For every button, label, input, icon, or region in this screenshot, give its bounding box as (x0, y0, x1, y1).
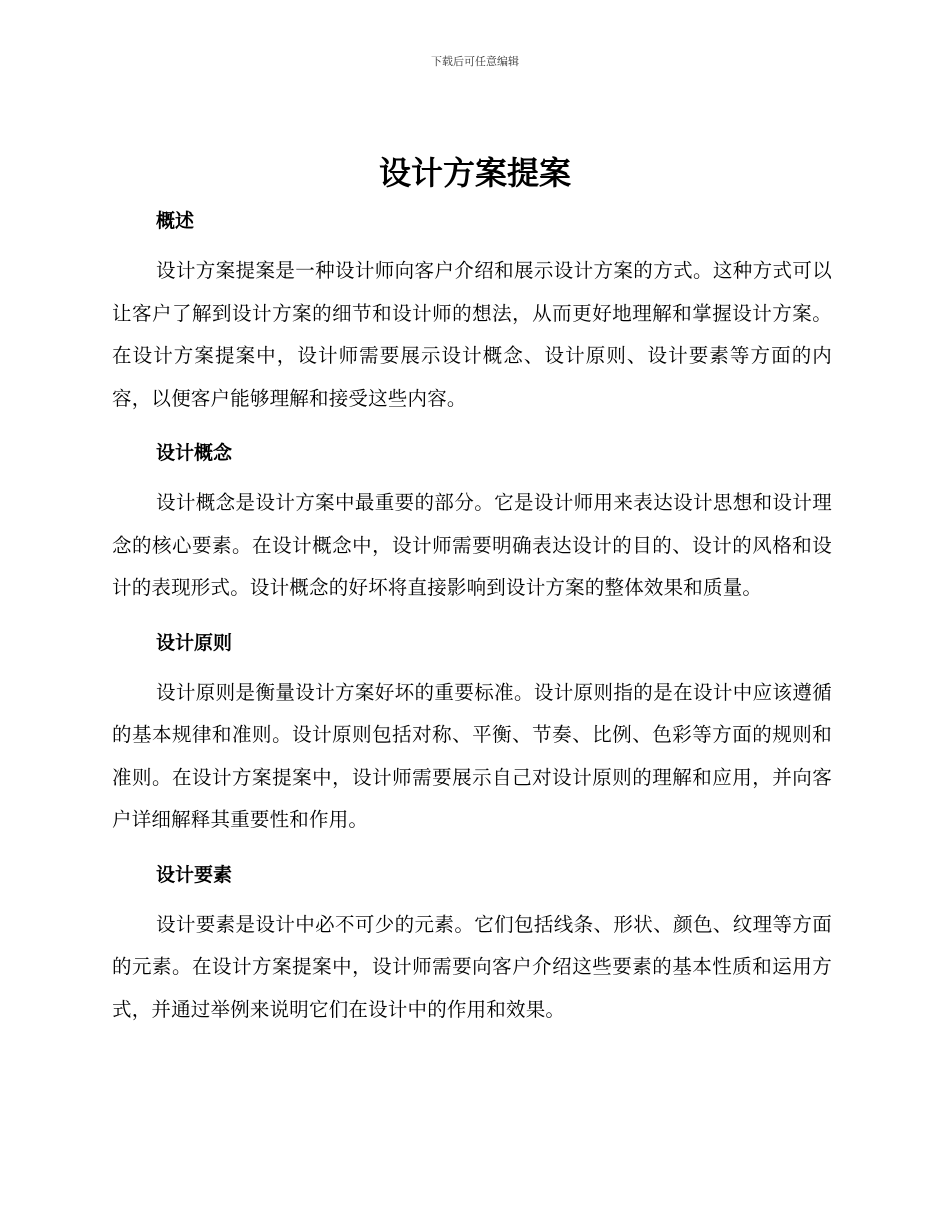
section-paragraph: 设计方案提案是一种设计师向客户介绍和展示设计方案的方式。这种方式可以让客户了解到设计方案的细节和设计师的想法，从而更好地理解和掌握设计方案。在设计方案提案中，设计师需要展示设计概念、设计原则、设计要素等方面的内容，以便客户能够理解和接受这些内容。 (112, 259, 832, 410)
section-paragraph: 设计概念是设计方案中最重要的部分。它是设计师用来表达设计思想和设计理念的核心要素。在设计概念中，设计师需要明确表达设计的目的、设计的风格和设计的表现形式。设计概念的好坏将直接影响到设计方案的整体效果和质量。 (112, 491, 832, 599)
section-heading: 概述 (156, 210, 195, 232)
section-paragraph: 设计要素是设计中必不可少的元素。它们包括线条、形状、颜色、纹理等方面的元素。在设计方案提案中，设计师需要向客户介绍这些要素的基本性质和运用方式，并通过举例来说明它们在设计中的作用和效果。 (112, 912, 832, 1021)
section-heading: 设计要素 (156, 863, 233, 886)
section-heading: 设计概念 (156, 442, 233, 464)
header-note: 下载后可任意编辑 (431, 55, 519, 68)
section-design-concept (112, 432, 832, 610)
section-overview (112, 200, 832, 420)
document-body (112, 200, 832, 1043)
document-title: 设计方案提案 (378, 154, 571, 192)
section-paragraph: 设计原则是衡量设计方案好坏的重要标准。设计原则指的是在设计中应该遵循的基本规律和准则。设计原则包括对称、平衡、节奏、比例、色彩等方面的规则和准则。在设计方案提案中，设计师需要展示自己对设计原则的理解和应用，并向客户详细解释其重要性和作用。 (112, 680, 832, 831)
section-design-elements (112, 854, 832, 1032)
section-design-principles (112, 622, 832, 842)
section-heading: 设计原则 (156, 631, 233, 654)
